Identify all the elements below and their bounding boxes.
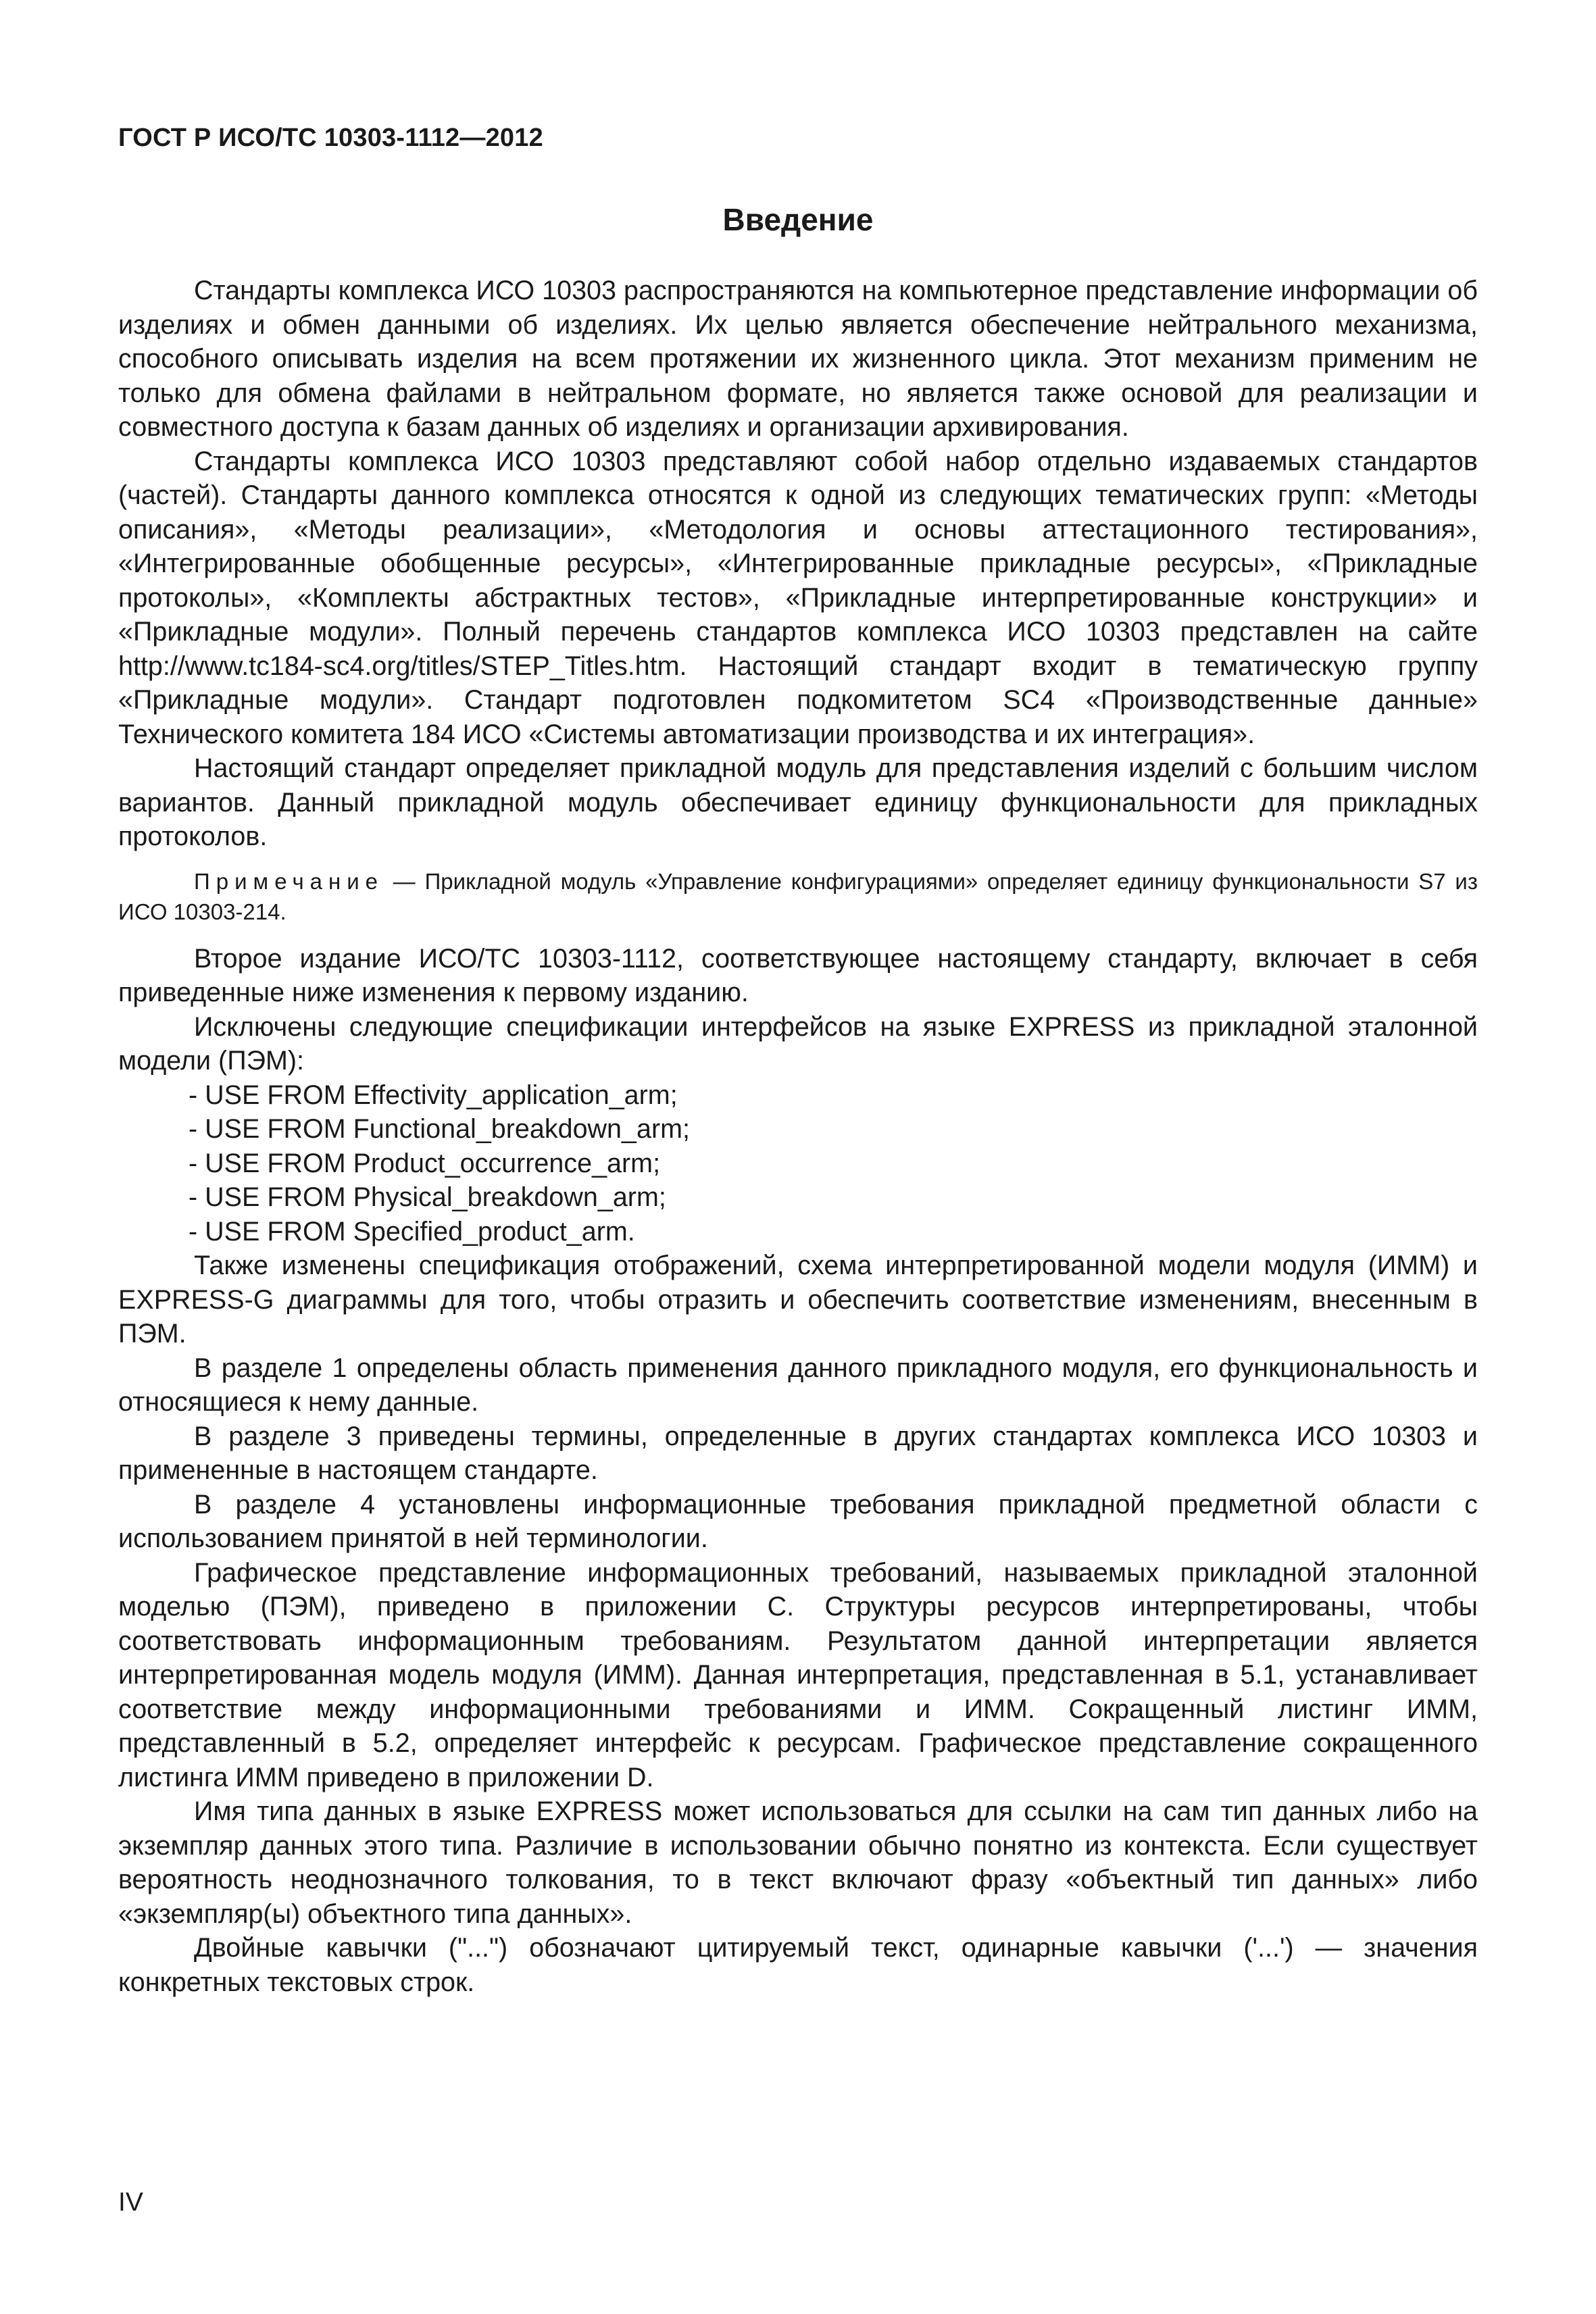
paragraph-module-purpose: Настоящий стандарт определяет прикладной модуль для представления изделий с большим числом вариантов. Данный прикладной модуль обеспечивает единицу функциональности для прикладных протоколов. [118, 753, 1478, 851]
paragraph-quotes: Двойные кавычки ("...") обозначают цитируемый текст, одинарные кавычки ('...') — значения конкретных текстовых строк. [118, 1933, 1478, 1997]
note-text: — Прикладной модуль «Управление конфигурациями» определяет единицу функциональности S7 из ИСО 10303-214. [118, 868, 1478, 924]
note-label: Примечание [194, 868, 384, 894]
paragraph-changed-mappings: Также изменены спецификация отображений, схема интерпретированной модели модуля (ИММ) и EXPRESS-G диаграммы для того, чтобы отразить и обеспечить соответствие изменениям, внесенным в ПЭМ. [118, 1251, 1478, 1349]
paragraph-iso-scope: Стандарты комплекса ИСО 10303 распространяются на компьютерное представление информации об изделиях и обмен данными об изделиях. Их целью является обеспечение нейтрального механизма, способного описывать изделия на всем протяжении их жизненного цикла. Этот механизм применим не только для обмена файлами в нейтральном формате, но является также основой для реализации и совместного доступа к базам данных об изделиях и организации архивирования. [118, 276, 1478, 442]
interface-item: - USE FROM Physical_breakdown_arm; [189, 1182, 666, 1212]
paragraph-express-types: Имя типа данных в языке EXPRESS может использоваться для ссылки на сам тип данных либо на экземпляр данных этого типа. Различие в использовании обычно понятно из контекста. Если существует вероятность неоднозначного толкования, то в текст включают фразу «объектный тип данных» либо «экземпляр(ы) объектного типа данных». [118, 1796, 1478, 1929]
paragraph-second-edition: Второе издание ИСО/ТС 10303-1112, соответствующее настоящему стандарту, включает в себя приведенные ниже изменения к первому изданию. [118, 943, 1478, 1007]
paragraph-iso-parts: Стандарты комплекса ИСО 10303 представляют собой набор отдельно издаваемых стандартов (частей). Стандарты данного комплекса относятся к одной из следующих тематических групп: «Методы описания», «Методы реализации», «Методология и основы аттестационного тестирования», «Интегрированные обобщенные ресурсы», «Интегрированные прикладные ресурсы», «Прикладные протоколы», «Комплекты абстрактных тестов», «Прикладные интерпретированные конструкции» и «Прикладные модули». Полный перечень стандартов комплекса ИСО 10303 представлен на сайте http://www.tc184-sc4.org/titles/STEP_Titles.htm. Настоящий стандарт входит в тематическую группу «Прикладные модули». Стандарт подготовлен подкомитетом SC4 «Производственные данные» Технического комитета 184 ИСО «Системы автоматизации производства и их интеграция». [118, 446, 1478, 749]
paragraph-section-4: В разделе 4 установлены информационные требования прикладной предметной области с использованием принятой в ней терминологии. [118, 1489, 1478, 1553]
section-title: Введение [722, 202, 874, 237]
introduction-body [118, 274, 1478, 1999]
page-number: IV [118, 2188, 143, 2217]
interface-list [118, 1078, 1478, 1249]
paragraph-section-3: В разделе 3 приведены термины, определенные в других стандартах комплекса ИСО 10303 и примененные в настоящем стандарте. [118, 1421, 1478, 1485]
interface-item: - USE FROM Specified_product_arm. [189, 1216, 635, 1247]
interface-item: - USE FROM Functional_breakdown_arm; [189, 1114, 690, 1144]
standard-designation: ГОСТ Р ИСО/ТС 10303-1112—2012 [118, 124, 543, 152]
paragraph-section-1: В разделе 1 определены область применения данного прикладного модуля, его функциональность и относящиеся к нему данные. [118, 1353, 1478, 1417]
paragraph-graphical-arm: Графическое представление информационных требований, называемых прикладной эталонной моделью (ПЭМ), приведено в приложении С. Структуры ресурсов интерпретированы, чтобы соответствовать информационным требованиям. Результатом данной интерпретации является интерпретированная модель модуля (ИММ). Данная интерпретация, представленная в 5.1, устанавливает соответствие между информационными требованиями и ИММ. Сокращенный листинг ИММ, представленный в 5.2, определяет интерфейс к ресурсам. Графическое представление сокращенного листинга ИММ приведено в приложении D. [118, 1557, 1478, 1792]
interface-item: - USE FROM Effectivity_application_arm; [189, 1080, 678, 1110]
interface-item: - USE FROM Product_occurrence_arm; [189, 1148, 661, 1178]
note [118, 866, 1478, 927]
paragraph-excluded-interfaces: Исключены следующие спецификации интерфейсов на языке EXPRESS из прикладной эталонной модели (ПЭМ): [118, 1011, 1478, 1076]
